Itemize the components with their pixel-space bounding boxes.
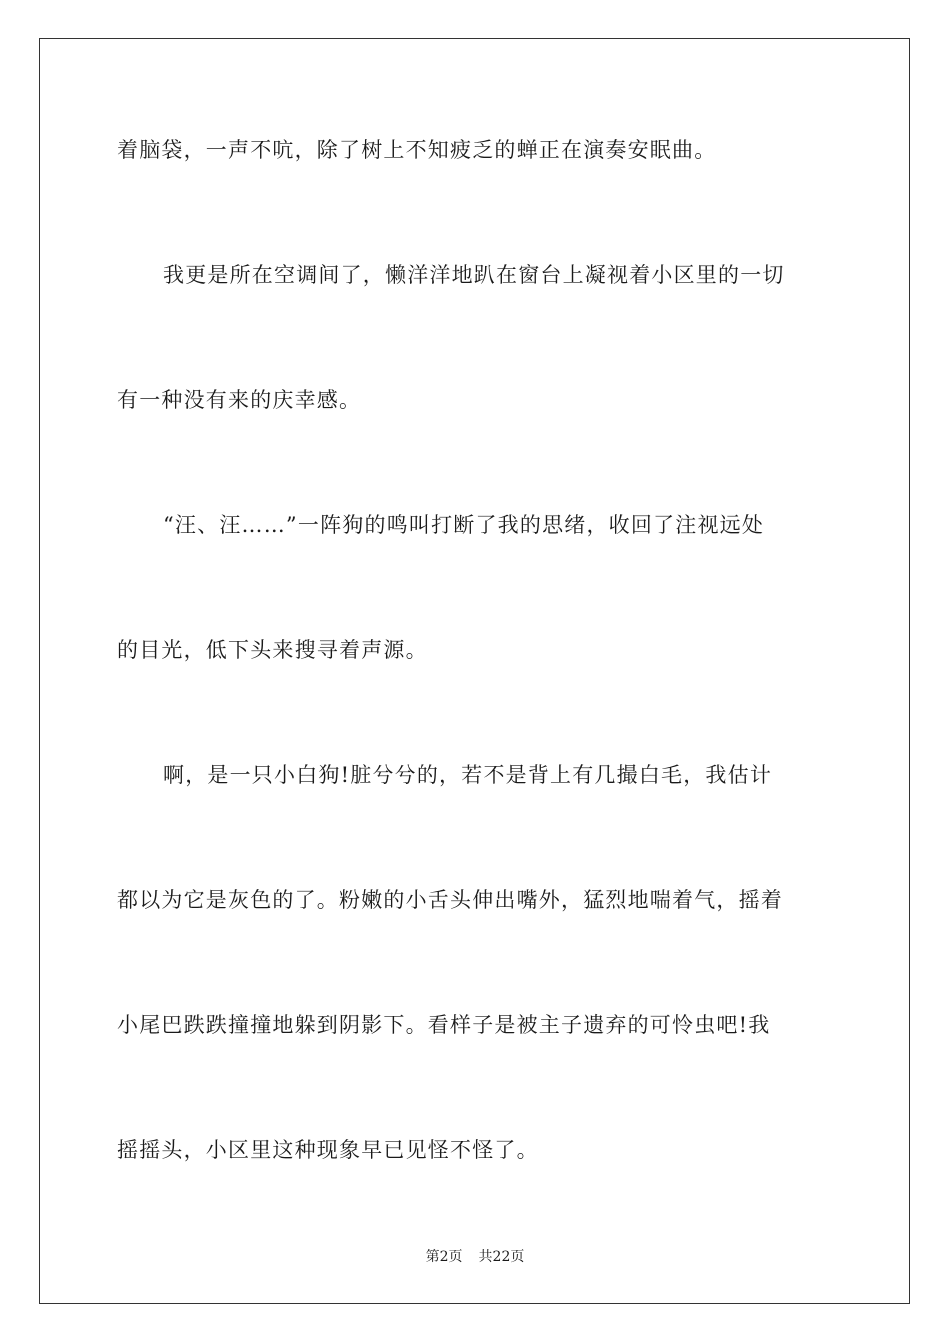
text-line: 啊，是一只小白狗!脏兮兮的，若不是背上有几撮白毛，我估计 (163, 763, 773, 787)
text-line: 摇摇头，小区里这种现象早已见怪不怪了。 (117, 1138, 539, 1162)
text-line: 着脑袋，一声不吭，除了树上不知疲乏的蝉正在演奏安眠曲。 (117, 138, 717, 162)
page-total: 共22页 (478, 1249, 525, 1265)
text-line: 我更是所在空调间了，懒洋洋地趴在窗台上凝视着小区里的一切 (163, 263, 785, 287)
page-footer (0, 1248, 950, 1266)
page-frame (39, 38, 910, 1304)
page-number: 第2页 (425, 1249, 463, 1265)
text-line: 都以为它是灰色的了。粉嫩的小舌头伸出嘴外，猛烈地喘着气，摇着 (117, 888, 783, 912)
text-line: 小尾巴跌跌撞撞地躲到阴影下。看样子是被主子遗弃的可怜虫吧!我 (117, 1013, 771, 1037)
text-line: “汪、汪……”一阵狗的鸣叫打断了我的思绪，收回了注视远处 (163, 513, 765, 537)
text-line: 的目光，低下头来搜寻着声源。 (117, 638, 428, 662)
text-line: 有一种没有来的庆幸感。 (117, 388, 362, 412)
